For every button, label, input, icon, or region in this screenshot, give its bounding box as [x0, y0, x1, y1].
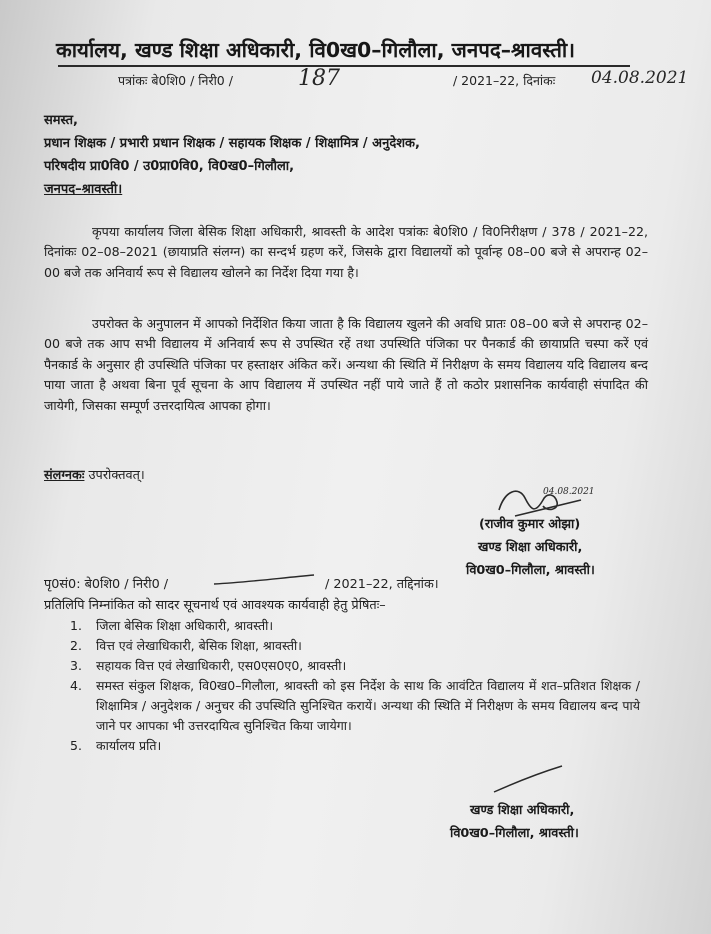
signatory-name: (राजीव कुमार ओझा) [479, 517, 581, 532]
list-item: 3. सहायक वित्त एवं लेखाधिकारी, एस0एस0ए0, श्रावस्ती। [70, 658, 347, 673]
copy-ref-suffix: / 2021–22, तद्दिनांक। [325, 577, 439, 592]
list-item: 4. समस्त संकुल शिक्षक, वि0ख0–गिलौला, श्रावस्ती को इस निर्देश के साथ कि आवंटित विद्यालय में शत–प्रतिशत शिक्षक / शिक्षामित्र / अनुदेशक / अनुचर की उपस्थिति सुनिश्चित करायें। अन्यथा की स्थिति में निरीक्षण के समय विद्यालय बन्द पाये जाने पर आपका भी उत्तरदायित्व सुनिश्चित किया जायेगा। [70, 678, 640, 733]
signature-scribble-2 [488, 762, 568, 798]
title-underline [58, 65, 630, 67]
letter-ref-prefix: पत्रांकः बे0शि0 / निरी0 / [118, 73, 233, 88]
letter-ref-suffix: / 2021–22, दिनांकः [453, 73, 556, 88]
office-title: कार्यालय, खण्ड शिक्षा अधिकारी, वि0ख0–गिलौला, जनपद–श्रावस्ती। [56, 38, 575, 62]
letter-date: 04.08.2021 [591, 68, 689, 88]
enclosure-label: संलग्नकः [44, 468, 85, 483]
list-item: 5. कार्यालय प्रति। [70, 738, 162, 753]
addressee-line-3: परिषदीय प्रा0वि0 / उ0प्रा0वि0, वि0ख0–गिलौला, [44, 159, 295, 174]
signatory-place: वि0ख0–गिलौला, श्रावस्ती। [466, 563, 595, 578]
signatory2-designation: खण्ड शिक्षा अधिकारी, [470, 803, 575, 818]
addressee-line-1: समस्त, [44, 113, 78, 128]
list-item: 2. वित्त एवं लेखाधिकारी, बेसिक शिक्षा, श्रावस्ती। [70, 638, 302, 653]
signatory2-place: वि0ख0–गिलौला, श्रावस्ती। [450, 826, 579, 841]
letter-ref-number: 187 [298, 66, 340, 91]
enclosure [44, 465, 145, 483]
signatory-designation: खण्ड शिक्षा अधिकारी, [478, 540, 583, 555]
list-item: 1. जिला बेसिक शिक्षा अधिकारी, श्रावस्ती। [70, 618, 274, 633]
enclosure-value: उपरोक्तवत्। [88, 468, 145, 483]
signature-date: 04.08.2021 [543, 487, 595, 497]
copy-list [70, 616, 640, 756]
addressee-line-4: जनपद–श्रावस्ती। [44, 182, 123, 197]
copy-ref-prefix: पृ0सं0: बे0शि0 / निरी0 / [44, 577, 169, 592]
copy-ref-blank-line [210, 570, 320, 590]
addressee-line-2: प्रधान शिक्षक / प्रभारी प्रधान शिक्षक / सहायक शिक्षक / शिक्षामित्र / अनुदेशक, [44, 136, 420, 151]
copy-intro: प्रतिलिपि निम्नांकित को सादर सूचनार्थ एवं आवश्यक कार्यवाही हेतु प्रेषितः– [44, 598, 386, 613]
body-paragraph-1: कृपया कार्यालय जिला बेसिक शिक्षा अधिकारी, श्रावस्ती के आदेश पत्रांकः बे0शि0 / वि0निरीक्षण / 378 / 2021–22, दिनांकः 02–08–2021 (छायाप्रति संलग्न) का सन्दर्भ ग्रहण करें, जिसके द्वारा विद्यालयों को पूर्वान्ह 08–00 बजे से अपरान्ह 02–00 बजे तक अनिवार्य रूप से विद्यालय खोलने का निर्देश दिया गया है। [44, 224, 648, 280]
body-paragraph-2: उपरोक्त के अनुपालन में आपको निर्देशित किया जाता है कि विद्यालय खुलने की अवधि प्रातः 08–00 बजे से अपरान्ह 02–00 बजे तक आप सभी विद्यालय में अनिवार्य रूप से उपस्थित रहें तथा उपस्थिति पंजिका पर पैनकार्ड की छायाप्रति चस्पा करें एवं पैनकार्ड के अनुसार ही उपस्थिति पंजिका पर हस्ताक्षर अंकित करें। अन्यथा की स्थिति में निरीक्षण के समय विद्यालय यदि विद्यालय बन्द पाया जाता है अथवा बिना पूर्व सूचना के आप विद्यालय में उपस्थित नहीं पाये जाते हैं तो कठोर प्रशासनिक कार्यवाही संपादित की जायेगी, जिसका सम्पूर्ण उत्तरदायित्व आपका होगा। [44, 316, 648, 413]
